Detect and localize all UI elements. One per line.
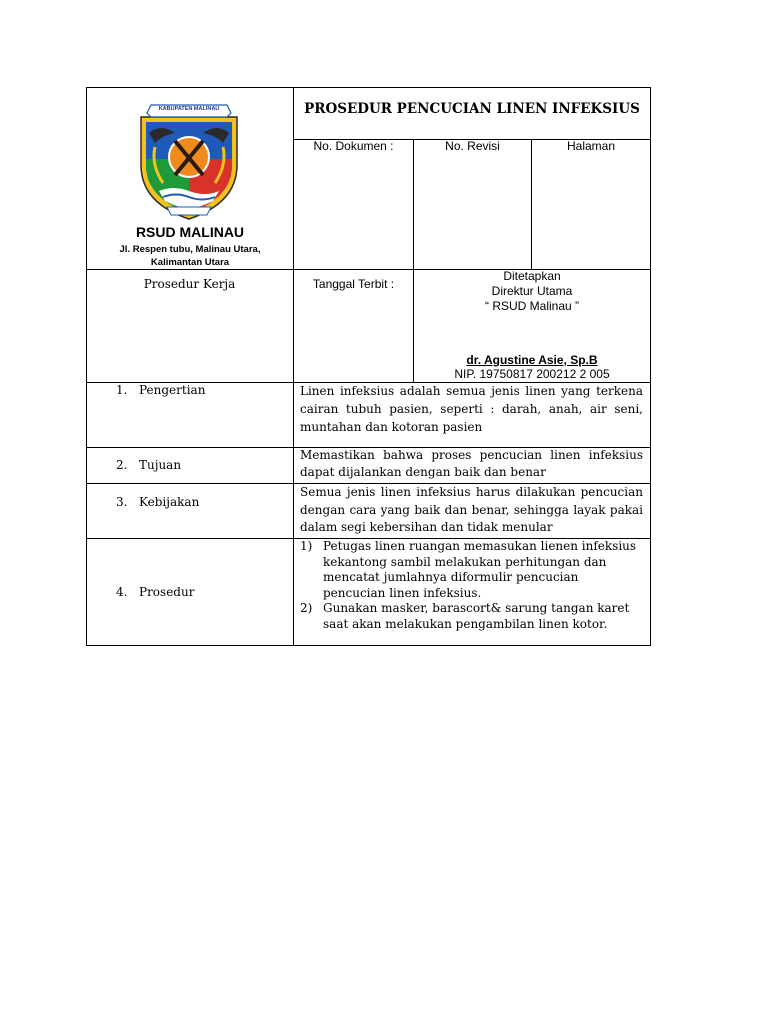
logo-banner-text: KABUPATEN MALINAU (158, 106, 220, 112)
pengertian-content (300, 382, 643, 436)
doc-info-divider-1 (413, 139, 414, 383)
no-dokumen-label: No. Dokumen : (313, 139, 394, 153)
hospital-address-line1: Jl. Respen tubu, Malinau Utara, (119, 244, 261, 255)
document-title: PROSEDUR PENCUCIAN LINEN INFEKSIUS (304, 101, 640, 117)
tujuan-content (300, 447, 643, 481)
section-number-3: 3. (116, 495, 128, 509)
table-border-left (86, 87, 87, 646)
section-label-prosedur: Prosedur (139, 585, 195, 599)
pengertian-line: muntahan dan kotoran pasien (300, 420, 483, 434)
kebijakan-line: dalam segi kebersihan dan tidak menular (300, 520, 553, 534)
table-border-top (86, 87, 651, 88)
prosedur-item-line: mencatat jumlahnya diformulir pencucian (323, 570, 579, 584)
hospital-address-line2: Kalimantan Utara (150, 257, 230, 268)
prosedur-item-line: kekantong sambil melakukan perhitungan dan (323, 554, 607, 569)
prosedur-marker-1: 1) (300, 539, 313, 553)
tujuan-line: dapat dijalankan dengan baik dan benar (300, 465, 546, 479)
emblem-icon (133, 103, 245, 223)
table-border-bottom (86, 645, 651, 646)
kebijakan-line: Semua jenis linen infeksius harus dilakukan pencucian (300, 485, 643, 499)
prosedur-item-line: saat akan melakukan pengambilan linen kotor. (323, 616, 608, 631)
pengertian-line: cairan tubuh pasien, seperti : darah, anah, air seni, (300, 402, 643, 416)
pengertian-line: Linen infeksius adalah semua jenis linen yang terkena (300, 384, 643, 398)
section-number-2: 2. (116, 458, 128, 472)
kabupaten-malinau-logo (133, 103, 245, 223)
prosedur-content (300, 539, 645, 632)
tujuan-line: Memastikan bahwa proses pencucian linen infeksius (300, 448, 643, 462)
doctor-nip: NIP. 19750817 200212 2 005 (454, 367, 610, 381)
ditetapkan-text: Ditetapkan (503, 269, 561, 283)
prosedur-kerja-label: Prosedur Kerja (143, 277, 236, 291)
prosedur-item-line: pencucian linen infeksius. (323, 585, 482, 600)
tanggal-terbit-label: Tanggal Terbit : (312, 277, 395, 291)
prosedur-item-line: Gunakan masker, barascort& sarung tangan karet (323, 601, 630, 615)
kebijakan-content (300, 484, 643, 537)
direktur-text: Direktur Utama (491, 284, 573, 298)
doctor-name: dr. Agustine Asie, Sp.B (466, 353, 598, 367)
section-label-tujuan: Tujuan (139, 458, 182, 472)
section-label-pengertian: Pengertian (139, 383, 206, 397)
hospital-name: RSUD MALINAU (135, 224, 245, 240)
halaman-label: Halaman (566, 139, 616, 153)
prosedur-item-line: Petugas linen ruangan memasukan lienen infeksius (323, 539, 637, 553)
section-number-1: 1. (116, 383, 128, 397)
section-number-4: 4. (116, 585, 128, 599)
table-border-right (650, 87, 651, 646)
prosedur-item-2 (300, 601, 645, 632)
prosedur-item-1 (300, 539, 645, 601)
section-label-kebijakan: Kebijakan (139, 495, 200, 509)
approval-block (414, 269, 650, 314)
no-revisi-label: No. Revisi (445, 139, 500, 153)
rsud-text: “ RSUD Malinau ” (484, 299, 580, 313)
prosedur-marker-2: 2) (300, 601, 313, 615)
table-column-divider (293, 87, 294, 646)
doc-info-divider-2 (531, 139, 532, 270)
kebijakan-line: dengan cara yang baik dan benar, sehingga layak pakai (300, 502, 643, 517)
